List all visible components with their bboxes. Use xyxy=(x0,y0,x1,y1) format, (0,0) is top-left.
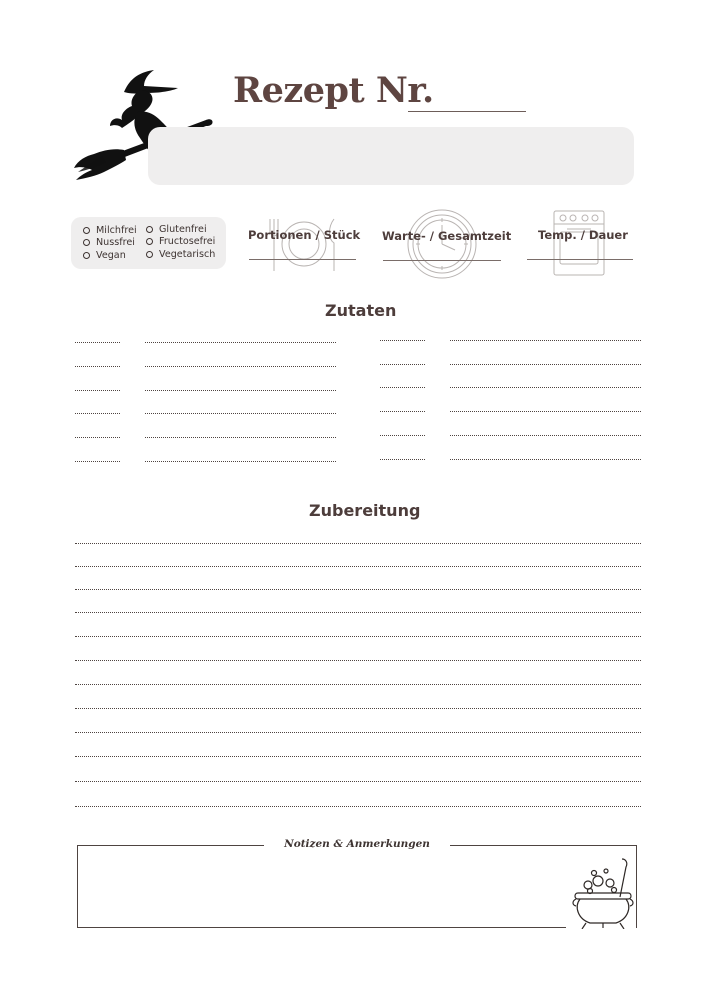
recipe-number-title: Rezept Nr. xyxy=(233,70,434,111)
preparation-title: Zubereitung xyxy=(309,501,421,520)
time-label: Warte- / Gesamtzeit xyxy=(382,229,512,243)
preparation-line[interactable] xyxy=(75,781,641,782)
diet-label: Nussfrei xyxy=(96,237,135,249)
plate-cutlery-icon xyxy=(268,213,340,275)
checkbox-circle-icon[interactable] xyxy=(83,239,90,246)
diet-option[interactable] xyxy=(146,223,215,236)
ingredient-name-line[interactable] xyxy=(450,340,641,341)
temp-label: Temp. / Dauer xyxy=(538,228,628,242)
diet-label: Vegan xyxy=(96,249,126,261)
ingredient-name-line[interactable] xyxy=(145,413,336,414)
diet-option[interactable] xyxy=(146,248,215,261)
preparation-line[interactable] xyxy=(75,732,641,733)
preparation-line[interactable] xyxy=(75,684,641,685)
diet-option[interactable] xyxy=(83,237,137,250)
ingredient-name-line[interactable] xyxy=(145,390,336,391)
diet-option[interactable] xyxy=(146,236,215,249)
ingredient-name-line[interactable] xyxy=(145,366,336,367)
clock-icon xyxy=(405,208,479,280)
diet-label: Milchfrei xyxy=(96,224,137,236)
ingredient-name-line[interactable] xyxy=(450,364,641,365)
diet-column-right xyxy=(146,223,215,261)
diet-label: Vegetarisch xyxy=(159,248,216,260)
preparation-line[interactable] xyxy=(75,589,641,590)
preparation-line[interactable] xyxy=(75,660,641,661)
portions-label: Portionen / Stück xyxy=(248,228,361,242)
ingredient-name-line[interactable] xyxy=(145,461,336,462)
checkbox-circle-icon[interactable] xyxy=(83,227,90,234)
diet-label: Fructosefrei xyxy=(159,236,216,248)
ingredient-amount-line[interactable] xyxy=(75,390,120,391)
ingredient-amount-line[interactable] xyxy=(380,411,425,412)
portions-line[interactable] xyxy=(249,259,356,260)
ingredient-amount-line[interactable] xyxy=(380,340,425,341)
ingredient-name-line[interactable] xyxy=(145,437,336,438)
oven-icon xyxy=(553,210,605,276)
preparation-line[interactable] xyxy=(75,636,641,637)
ingredient-name-line[interactable] xyxy=(450,435,641,436)
recipe-name-field[interactable] xyxy=(148,127,634,185)
preparation-line[interactable] xyxy=(75,543,641,544)
ingredient-name-line[interactable] xyxy=(450,411,641,412)
ingredient-amount-line[interactable] xyxy=(75,461,120,462)
preparation-line[interactable] xyxy=(75,756,641,757)
ingredient-amount-line[interactable] xyxy=(380,435,425,436)
ingredients-title: Zutaten xyxy=(325,301,397,320)
ingredient-name-line[interactable] xyxy=(450,459,641,460)
ingredient-amount-line[interactable] xyxy=(380,387,425,388)
diet-option[interactable] xyxy=(83,249,137,262)
notes-box[interactable] xyxy=(77,845,637,928)
diet-checklist xyxy=(71,217,226,269)
ingredient-amount-line[interactable] xyxy=(380,459,425,460)
ingredient-amount-line[interactable] xyxy=(75,437,120,438)
checkbox-circle-icon[interactable] xyxy=(146,251,153,258)
diet-label: Glutenfrei xyxy=(159,223,207,235)
preparation-line[interactable] xyxy=(75,612,641,613)
cauldron-icon xyxy=(570,857,636,929)
preparation-line[interactable] xyxy=(75,566,641,567)
diet-column-left xyxy=(83,224,137,262)
notes-title: Notizen & Anmerkungen xyxy=(284,838,430,850)
checkbox-circle-icon[interactable] xyxy=(146,238,153,245)
ingredient-amount-line[interactable] xyxy=(75,366,120,367)
diet-option[interactable] xyxy=(83,224,137,237)
preparation-line[interactable] xyxy=(75,708,641,709)
ingredient-amount-line[interactable] xyxy=(75,342,120,343)
ingredient-name-line[interactable] xyxy=(450,387,641,388)
preparation-line[interactable] xyxy=(75,806,641,807)
temp-line[interactable] xyxy=(527,259,633,260)
checkbox-circle-icon[interactable] xyxy=(83,252,90,259)
checkbox-circle-icon[interactable] xyxy=(146,226,153,233)
time-line[interactable] xyxy=(383,260,501,261)
ingredient-amount-line[interactable] xyxy=(380,364,425,365)
ingredient-amount-line[interactable] xyxy=(75,413,120,414)
ingredient-name-line[interactable] xyxy=(145,342,336,343)
recipe-number-line[interactable] xyxy=(408,111,526,112)
